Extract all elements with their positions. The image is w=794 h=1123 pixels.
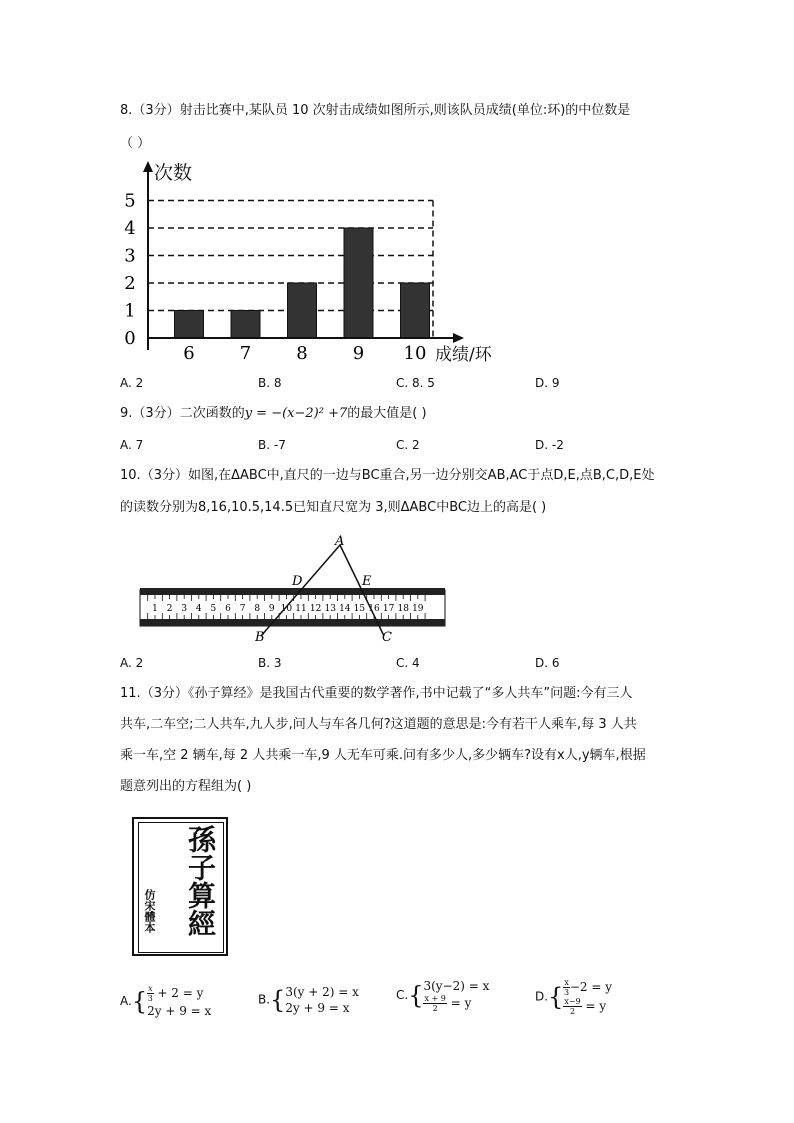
q8-number: 8. bbox=[120, 103, 133, 118]
xtick-label-9: 9 bbox=[352, 343, 365, 364]
q11-b-eq2: 2y + 9 = x bbox=[285, 1001, 350, 1015]
q11-b-system bbox=[285, 984, 359, 1016]
q11-stem-line4: 题意列出的方程组为( ) bbox=[120, 779, 252, 794]
q9-option-d[interactable]: D. -2 bbox=[535, 438, 564, 452]
q9-number: 9. bbox=[120, 406, 133, 421]
q8-option-b[interactable]: B. 8 bbox=[258, 376, 282, 390]
q11-a-brace: { bbox=[131, 987, 148, 1016]
q10-option-d[interactable]: D. 6 bbox=[535, 656, 560, 670]
q11-d-system bbox=[563, 978, 612, 1016]
ruler-number-6: 6 bbox=[225, 604, 231, 614]
q11-number: 11. bbox=[120, 686, 141, 701]
bar-8 bbox=[288, 283, 317, 338]
ytick-label-2: 2 bbox=[124, 273, 136, 294]
x-axis-arrow bbox=[453, 333, 464, 343]
ruler-top-edge bbox=[140, 588, 445, 595]
q11-a-label: A. bbox=[120, 994, 132, 1008]
q8-answer-paren bbox=[120, 133, 150, 155]
sunzi-suanjing-cover-image bbox=[132, 817, 228, 956]
ruler-number-2: 2 bbox=[166, 604, 173, 614]
y-axis-arrow bbox=[143, 161, 153, 172]
q11-a-eq1-rest: + 2 = y bbox=[157, 986, 204, 1000]
q11-c-brace: { bbox=[408, 981, 424, 1010]
ytick-label-1: 1 bbox=[124, 300, 136, 322]
q11-d-eq2-num: x−9 bbox=[564, 997, 581, 1006]
q10-stem-line2: 的读数分别为8,16,10.5,14.5已知直尺宽为 3,则ΔABC中BC边上的高是( ) bbox=[120, 500, 547, 515]
ruler-number-14: 14 bbox=[339, 604, 351, 614]
xtick-label-8: 8 bbox=[296, 343, 308, 364]
q11-c-eq1: 3(y−2) = x bbox=[423, 979, 490, 993]
q11-c-system bbox=[423, 978, 489, 1013]
xtick-label-10: 10 bbox=[403, 343, 427, 364]
xtick-label-7: 7 bbox=[239, 343, 252, 364]
ruler-number-9: 9 bbox=[268, 604, 275, 614]
q11-line1: 《孙子算经》是我国古代重要的数学著作,书中记载了“多人共车”问题:今有三人 bbox=[187, 686, 633, 701]
q11-c-eq2-den: 2 bbox=[432, 1004, 438, 1013]
ytick-label-3: 3 bbox=[124, 245, 136, 267]
q10-option-c[interactable]: C. 4 bbox=[396, 656, 420, 670]
bar-10 bbox=[401, 283, 430, 338]
label-d: D bbox=[292, 574, 303, 589]
q11-option-c[interactable] bbox=[396, 978, 489, 1013]
q10-option-b[interactable]: B. 3 bbox=[258, 656, 282, 670]
q9-option-a[interactable]: A. 7 bbox=[120, 438, 144, 452]
q9-stem bbox=[120, 403, 427, 425]
q11-b-label: B. bbox=[258, 992, 271, 1007]
q11-a-eq1-num: x bbox=[148, 984, 153, 993]
ruler-number-3: 3 bbox=[181, 604, 188, 614]
q11-option-b[interactable] bbox=[258, 984, 359, 1016]
q11-a-eq2: 2y + 9 = x bbox=[147, 1004, 212, 1018]
label-a: A bbox=[335, 535, 345, 549]
q9-text-after: 的最大值是( ) bbox=[347, 406, 427, 421]
q8-score: （3分） bbox=[132, 103, 180, 118]
q8-option-a[interactable]: A. 2 bbox=[120, 376, 144, 390]
q8-option-c[interactable]: C. 8. 5 bbox=[396, 376, 435, 390]
ytick-label-5: 5 bbox=[124, 190, 136, 212]
chart-ytick-labels bbox=[124, 191, 135, 350]
ruler-number-15: 15 bbox=[353, 604, 366, 614]
y-axis-title: 次数 bbox=[154, 162, 193, 184]
q11-b-eq1: 3(y + 2) = x bbox=[285, 985, 359, 999]
q8-paren: （ ） bbox=[120, 136, 151, 151]
cover-side-text-value: 仿宋體本 bbox=[143, 889, 156, 933]
ruler-number-10: 10 bbox=[280, 604, 293, 614]
cover-title bbox=[164, 825, 216, 937]
q11-stem-line1 bbox=[120, 683, 632, 705]
q8-option-d[interactable]: D. 9 bbox=[535, 376, 560, 390]
ruler-number-8: 8 bbox=[254, 604, 261, 614]
ruler-number-12: 12 bbox=[309, 604, 322, 614]
chart-xtick-labels bbox=[183, 343, 426, 364]
q9-formula: y = −(x−2)² +7 bbox=[244, 406, 348, 421]
ruler-number-16: 16 bbox=[368, 604, 380, 614]
bar-6 bbox=[175, 311, 204, 339]
q11-b-brace: { bbox=[270, 986, 286, 1014]
q9-score: （3分） bbox=[132, 406, 180, 421]
ruler-number-4: 4 bbox=[195, 604, 202, 614]
ruler-number-17: 17 bbox=[382, 604, 395, 614]
q9-text-before: 二次函数的 bbox=[179, 406, 245, 421]
q11-a-eq1-den: 3 bbox=[147, 994, 153, 1003]
q9-option-b[interactable]: B. -7 bbox=[258, 438, 286, 452]
bar-7 bbox=[231, 311, 260, 339]
ytick-label-4: 4 bbox=[124, 218, 136, 239]
xtick-label-6: 6 bbox=[183, 343, 195, 364]
q11-d-label: D. bbox=[535, 989, 549, 1004]
ruler-number-11: 11 bbox=[295, 604, 307, 614]
label-b: B bbox=[255, 630, 265, 645]
q11-c-eq2-rest: = y bbox=[450, 996, 472, 1010]
cover-title-text: 孫子算經 bbox=[184, 825, 217, 937]
q11-c-eq2-num: x + 9 bbox=[424, 994, 446, 1003]
ruler-number-13: 13 bbox=[324, 604, 336, 614]
q9-option-c[interactable]: C. 2 bbox=[396, 438, 420, 452]
q11-d-eq1-rest: −2 = y bbox=[569, 980, 613, 994]
q11-score: （3分） bbox=[140, 686, 188, 701]
label-e: E bbox=[362, 574, 372, 589]
q11-d-eq2-rest: = y bbox=[585, 999, 607, 1013]
q8-bar-chart bbox=[120, 155, 520, 370]
q10-line1: 如图,在ΔABC中,直尺的一边与BC重合,另一边分别交AB,AC于点D,E,点B,C,D,E处 bbox=[187, 468, 655, 483]
q11-option-a[interactable] bbox=[120, 984, 211, 1019]
q11-d-eq1-den: 3 bbox=[564, 988, 570, 997]
q11-d-brace: { bbox=[548, 983, 564, 1011]
x-axis-title: 成绩/环 bbox=[435, 345, 492, 365]
q11-stem-line2: 共车,二车空;二人共车,九人步,问人与车各几何?这道题的意思是:今有若干人乘车,每 3 人共 bbox=[120, 717, 637, 732]
ruler-number-19: 19 bbox=[412, 604, 424, 614]
bar-9 bbox=[344, 228, 373, 338]
q10-option-a[interactable]: A. 2 bbox=[120, 656, 144, 670]
ruler-number-18: 18 bbox=[397, 604, 409, 614]
q11-option-d[interactable] bbox=[535, 978, 612, 1016]
cover-side-text bbox=[140, 889, 156, 933]
label-c: C bbox=[382, 630, 392, 645]
q11-d-eq2-den: 2 bbox=[569, 1007, 576, 1016]
ruler-number-1: 1 bbox=[152, 604, 158, 614]
ruler-number-5: 5 bbox=[210, 604, 217, 614]
q10-score: （3分） bbox=[140, 468, 188, 483]
q11-a-system bbox=[147, 984, 211, 1019]
q11-stem-line3: 乘一车,空 2 辆车,每 2 人共乘一车,9 人无车可乘.问有多少人,多少辆车?设有x人,y辆车,根据 bbox=[120, 748, 646, 763]
q10-ruler-triangle-figure bbox=[135, 535, 455, 645]
ruler-bottom-edge bbox=[140, 619, 445, 626]
q11-d-eq1-num: x bbox=[564, 978, 569, 987]
ytick-label-0: 0 bbox=[124, 328, 136, 349]
q10-number: 10. bbox=[120, 468, 141, 483]
ruler-number-7: 7 bbox=[239, 604, 246, 614]
q8-text: 射击比赛中,某队员 10 次射击成绩如图所示,则该队员成绩(单位:环)的中位数是 bbox=[179, 103, 631, 118]
q8-stem bbox=[120, 100, 630, 122]
q10-stem-line1 bbox=[120, 465, 654, 487]
q11-c-label: C. bbox=[396, 988, 409, 1002]
